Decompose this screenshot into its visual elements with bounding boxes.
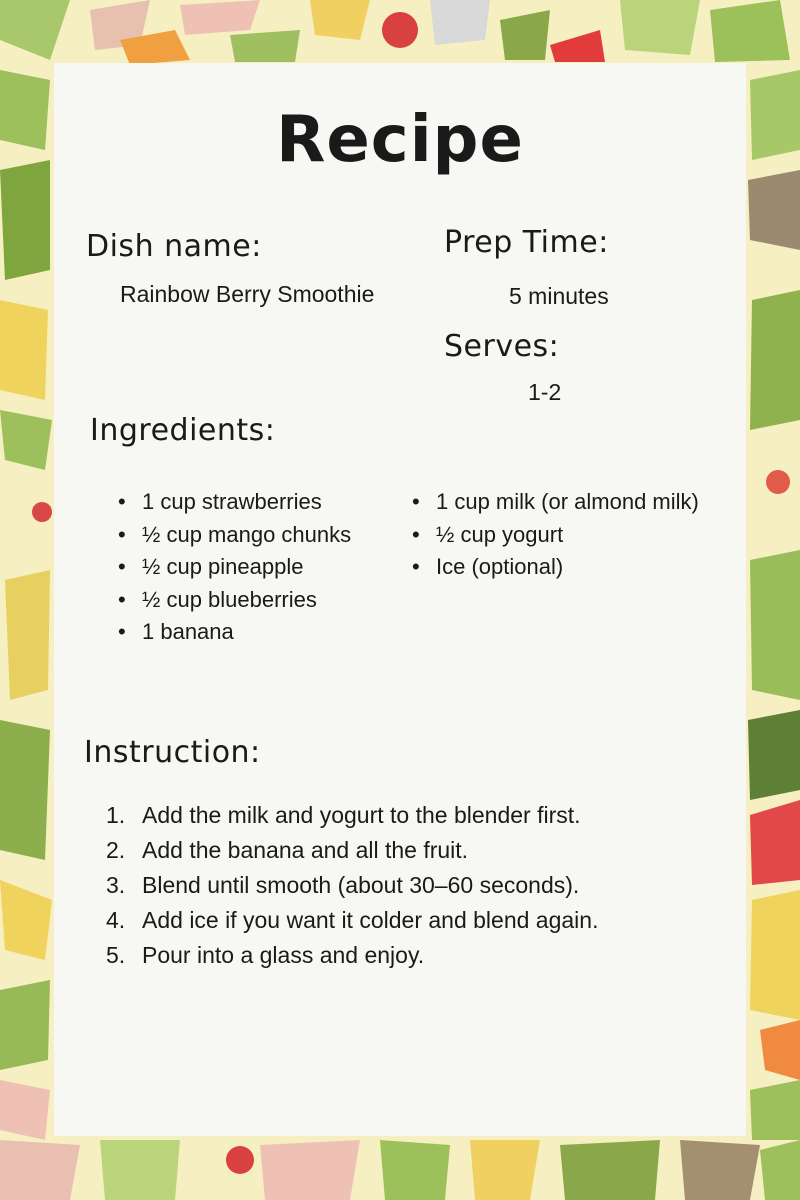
ingredients-list-left (108, 486, 408, 649)
prep-time-label: Prep Time: (444, 225, 609, 260)
ingredients-label: Ingredients: (90, 413, 276, 448)
serves-label: Serves: (444, 329, 560, 364)
recipe-title: Recipe (276, 103, 524, 177)
instruction-label: Instruction: (84, 735, 261, 770)
ingredients-list-right (402, 486, 702, 584)
recipe-card (54, 63, 746, 1136)
instruction-step: 2. Add the banana and all the fruit. (106, 837, 469, 863)
prep-time-value: 5 minutes (509, 283, 609, 309)
ingredient-item: • ½ cup mango chunks (108, 519, 408, 552)
ingredient-item: • 1 cup milk (or almond milk) (402, 486, 702, 519)
instruction-step: 5. Pour into a glass and enjoy. (106, 942, 425, 968)
serves-value: 1-2 (528, 379, 562, 405)
dish-name-value: Rainbow Berry Smoothie (120, 281, 375, 307)
ingredient-item: • 1 cup strawberries (108, 486, 408, 519)
instruction-step: 1. Add the milk and yogurt to the blender first. (106, 802, 581, 828)
ingredient-item: • ½ cup pineapple (108, 551, 408, 584)
ingredient-item: • 1 banana (108, 616, 408, 649)
instruction-step: 3. Blend until smooth (about 30–60 seconds). (106, 872, 580, 898)
ingredient-item: • ½ cup blueberries (108, 584, 408, 617)
ingredient-item: • ½ cup yogurt (402, 519, 702, 552)
ingredient-item: • Ice (optional) (402, 551, 702, 584)
instruction-steps (106, 798, 736, 973)
dish-name-label: Dish name: (86, 229, 262, 264)
instruction-step: 4. Add ice if you want it colder and blend again. (106, 907, 599, 933)
